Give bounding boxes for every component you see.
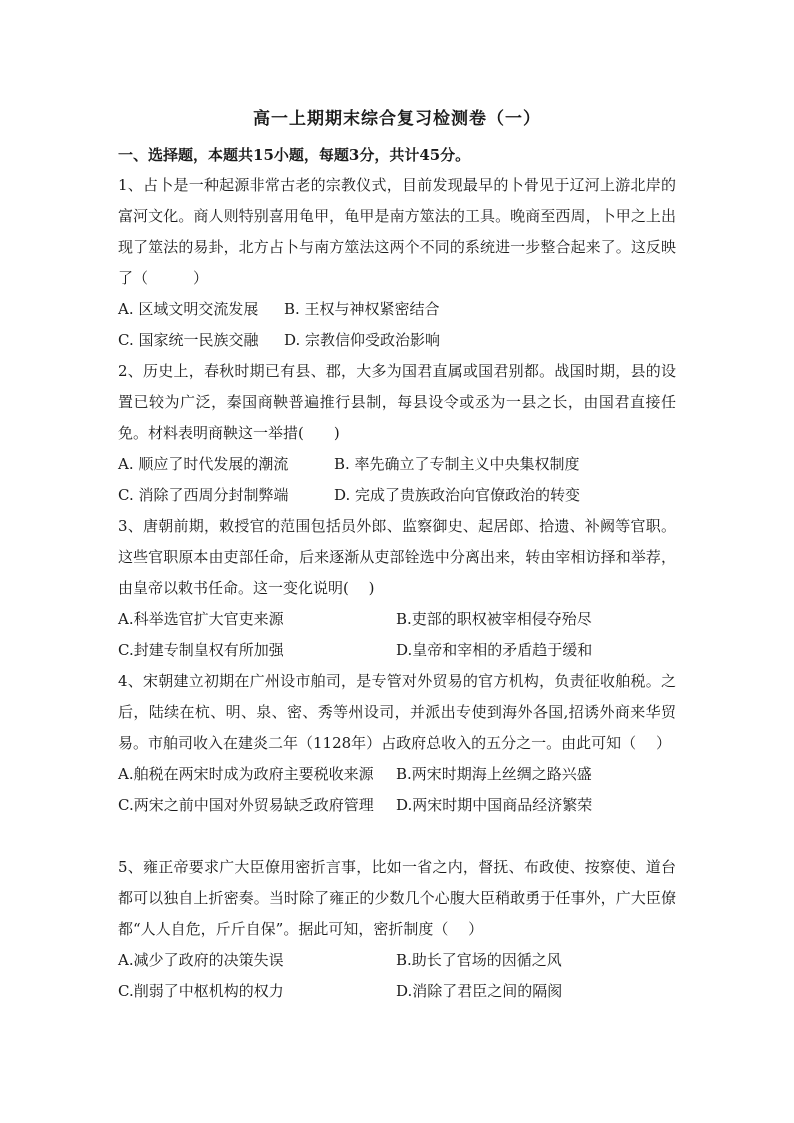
option-c: C.两宋之前中国对外贸易缺乏政府管理 [118,796,374,814]
question-stem [118,666,676,759]
option-d: D. 宗教信仰受政治影响 [284,331,441,349]
question-1 [118,170,676,356]
option-a: A. 顺应了时代发展的潮流 [118,455,289,473]
question-stem-text: 2、历史上，春秋时期已有县、郡，大多为国君直属或国君别都。战国时期，县的设置已较为广泛，秦国商鞅普遍推行县制，每县设令或丞为一县之长，由国君直接任免。材料表明商鞅这一举措( ) [118,362,676,442]
option-row [118,449,676,480]
question-5 [118,852,676,1007]
question-stem-text: 5、雍正帝要求广大臣僚用密折言事，比如一省之内，督抚、布政使、按察使、道台都可以独自上折密奏。当时除了雍正的少数几个心腹大臣稍敢勇于任事外，广大臣僚都“人人自危，斤斤自保”。据此可知，密折制度（ ） [118,858,676,938]
option-a: A. 区域文明交流发展 [118,300,259,318]
question-stem [118,511,676,604]
question-4 [118,666,676,821]
option-c: C.削弱了中枢机构的权力 [118,982,284,1000]
option-a: A.科举选官扩大官吏来源 [118,610,284,628]
option-d: D.皇帝和宰相的矛盾趋于缓和 [396,641,593,659]
option-b: B. 率先确立了专制主义中央集权制度 [334,455,580,473]
option-c: C. 国家统一民族交融 [118,331,259,349]
option-row [118,325,676,356]
option-row [118,945,676,976]
option-row [118,976,676,1007]
option-row [118,480,676,511]
option-row [118,294,676,325]
option-row [118,635,676,666]
option-d: D. 完成了贵族政治向官僚政治的转变 [334,486,581,504]
option-d: D.消除了君臣之间的隔阂 [396,982,563,1000]
option-a: A.减少了政府的决策失误 [118,951,284,969]
question-stem [118,170,676,294]
question-stem [118,852,676,945]
option-row [118,759,676,790]
option-b: B.两宋时期海上丝绸之路兴盛 [396,765,592,783]
option-row [118,790,676,821]
option-a: A.舶税在两宋时成为政府主要税收来源 [118,765,374,783]
option-row [118,604,676,635]
option-d: D.两宋时期中国商品经济繁荣 [396,796,593,814]
option-c: C. 消除了西周分封制弊端 [118,486,289,504]
question-2 [118,356,676,511]
question-3 [118,511,676,666]
option-b: B.吏部的职权被宰相侵夺殆尽 [396,610,592,628]
question-stem [118,356,676,449]
option-b: B.助长了官场的因循之风 [396,951,562,969]
question-stem-text: 4、宋朝建立初期在广州设市舶司，是专管对外贸易的官方机构，负责征收舶税。之后，陆续在杭、明、泉、密、秀等州设司，并派出专使到海外各国,招诱外商来华贸易。市舶司收入在建炎二年（1128年）占政府总收入的五分之一。由此可知（ ） [118,672,676,752]
page-title: 高一上期期末综合复习检测卷（一） [253,109,541,129]
question-stem-text: 3、唐朝前期，敕授官的范围包括员外郎、监察御史、起居郎、拾遗、补阙等官职。这些官职原本由吏部任命，后来逐渐从吏部铨选中分离出来，转由宰相访择和举荐，由皇帝以敕书任命。这一变化说明( ) [118,517,676,597]
option-b: B. 王权与神权紧密结合 [284,300,440,318]
question-stem-text: 1、占卜是一种起源非常古老的宗教仪式，目前发现最早的卜骨见于辽河上游北岸的富河文化。商人则特别喜用龟甲，龟甲是南方筮法的工具。晚商至西周，卜甲之上出现了筮法的易卦，北方占卜与南方筮法这两个不同的系统进一步整合起来了。这反映了（ ） [118,176,676,287]
section-heading: 一、选择题，本题共15小题，每题3分，共计45分。 [118,146,471,164]
option-c: C.封建专制皇权有所加强 [118,641,284,659]
